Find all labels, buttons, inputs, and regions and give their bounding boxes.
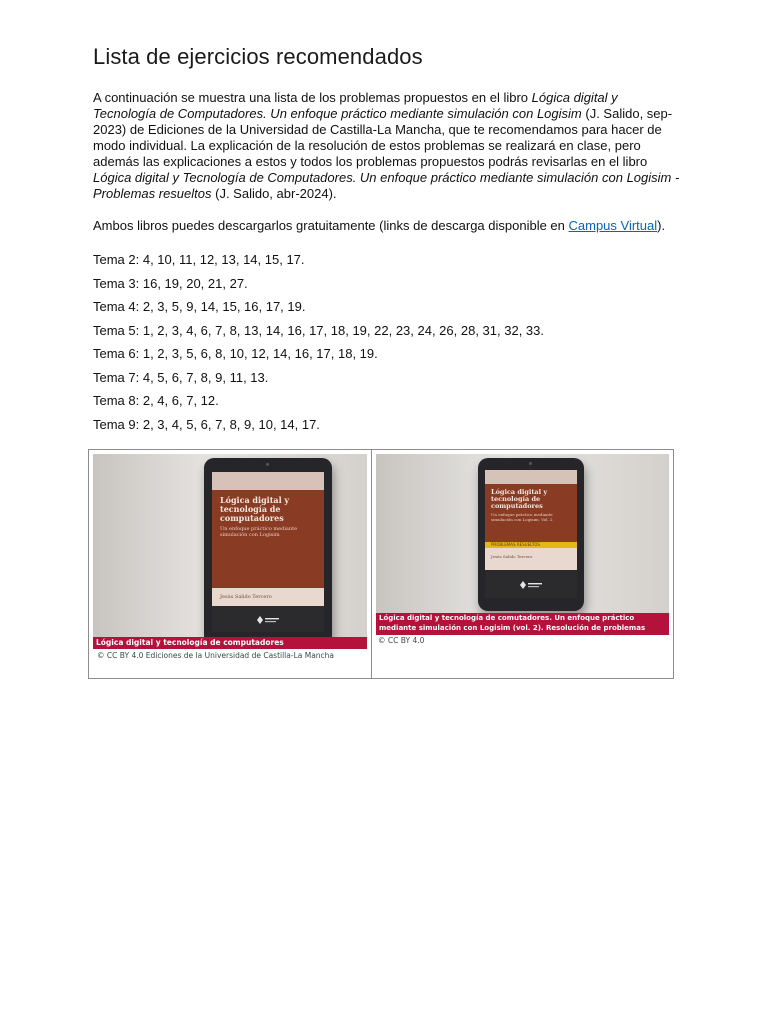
cover-author: Jesús Salido Tercero — [491, 554, 533, 559]
exercise-list-item: Tema 3: 16, 19, 20, 21, 27. — [93, 275, 248, 291]
intro-text-b: (J. Salido, sep-2023) de Ediciones de la Universidad de Castilla-La Mancha, que te recomendamos para hacer de modo individual. La explicación de la resolución de estos problemas se realizará en clase, pero además las explicaciones a estos y todos los problemas propuestos podrás revisarlas en el libro — [93, 106, 673, 169]
camera-dot — [266, 463, 269, 466]
page-title: Lista de ejercicios recomendados — [93, 44, 423, 69]
book-covers-table — [88, 449, 674, 679]
publisher-logo-icon — [519, 580, 543, 590]
cover-title-block — [485, 484, 577, 542]
cover-top-strip — [212, 472, 324, 490]
camera-dot — [529, 462, 532, 465]
cover-credit: © CC BY 4.0 — [378, 636, 425, 645]
book-cover-cell-2 — [372, 450, 673, 678]
download-text-a: Ambos libros puedes descargarlos gratuitamente (links de descarga disponible en — [93, 218, 569, 233]
intro-text-c: (J. Salido, abr-2024). — [211, 186, 337, 201]
intro-paragraph — [93, 90, 683, 202]
campus-virtual-link[interactable]: Campus Virtual — [568, 218, 658, 233]
cover-credit: © CC BY 4.0 Ediciones de la Universidad de Castilla-La Mancha — [97, 651, 335, 660]
cover-top-strip — [485, 470, 577, 484]
download-paragraph — [93, 218, 683, 234]
download-text-b: ). — [657, 218, 666, 233]
cover-subtitle: Un enfoque práctico mediante simulación con Logisim. Vol. 2 — [491, 512, 553, 522]
cover-yellow-band: PROBLEMAS RESUELTOS — [485, 542, 577, 548]
publisher-logo-icon — [256, 615, 280, 625]
cover-title: Lógica digital y tecnología de computadores — [220, 495, 290, 523]
cover-title: Lógica digital y tecnología de computadores — [491, 488, 548, 510]
exercise-list-item: Tema 5: 1, 2, 3, 4, 6, 7, 8, 13, 14, 16, 17, 18, 19, 22, 23, 24, 26, 28, 31, 32, 33. — [93, 322, 544, 338]
book-title-2: Lógica digital y Tecnología de Computadores. Un enfoque práctico mediante simulación con Logisim - Problemas resueltos — [93, 170, 680, 201]
book-cover-image-1 — [93, 454, 367, 649]
document-page — [93, 42, 683, 440]
cover-caption: Lógica digital y tecnología de computadores — [93, 637, 367, 649]
cover-caption: Lógica digital y tecnología de comutadores. Un enfoque práctico mediante simulación con Logisim (vol. 2). Resolución de problemas — [376, 613, 669, 635]
tablet-device — [478, 458, 584, 611]
exercise-list-item: Tema 9: 2, 3, 4, 5, 6, 7, 8, 9, 10, 14, 17. — [93, 416, 320, 432]
book-cover-cell-1 — [89, 450, 372, 678]
tablet-screen — [485, 470, 577, 598]
intro-text-a: A continuación se muestra una lista de los problemas propuestos en el libro — [93, 90, 532, 105]
cover-subtitle: Un enfoque práctico mediante simulación con Logisim — [220, 526, 298, 538]
cover-author: Jesús Salido Tercero — [220, 594, 272, 600]
exercise-list — [93, 252, 683, 440]
cover-bottom — [212, 606, 324, 632]
exercise-list-item: Tema 2: 4, 10, 11, 12, 13, 14, 15, 17. — [93, 252, 305, 267]
book-title-1: Lógica digital y Tecnología de Computadores. Un enfoque práctico mediante simulación con Logisim — [93, 90, 618, 121]
cover-title-block — [212, 490, 324, 588]
cover-bottom — [485, 570, 577, 598]
tablet-screen — [212, 472, 324, 632]
exercise-list-item: Tema 4: 2, 3, 5, 9, 14, 15, 16, 17, 19. — [93, 299, 306, 314]
exercise-list-item: Tema 8: 2, 4, 6, 7, 12. — [93, 393, 219, 408]
tablet-device — [204, 458, 332, 646]
exercise-list-item: Tema 6: 1, 2, 3, 5, 6, 8, 10, 12, 14, 16, 17, 18, 19. — [93, 346, 378, 361]
exercise-list-item: Tema 7: 4, 5, 6, 7, 8, 9, 11, 13. — [93, 369, 269, 385]
book-cover-image-2 — [376, 454, 669, 635]
